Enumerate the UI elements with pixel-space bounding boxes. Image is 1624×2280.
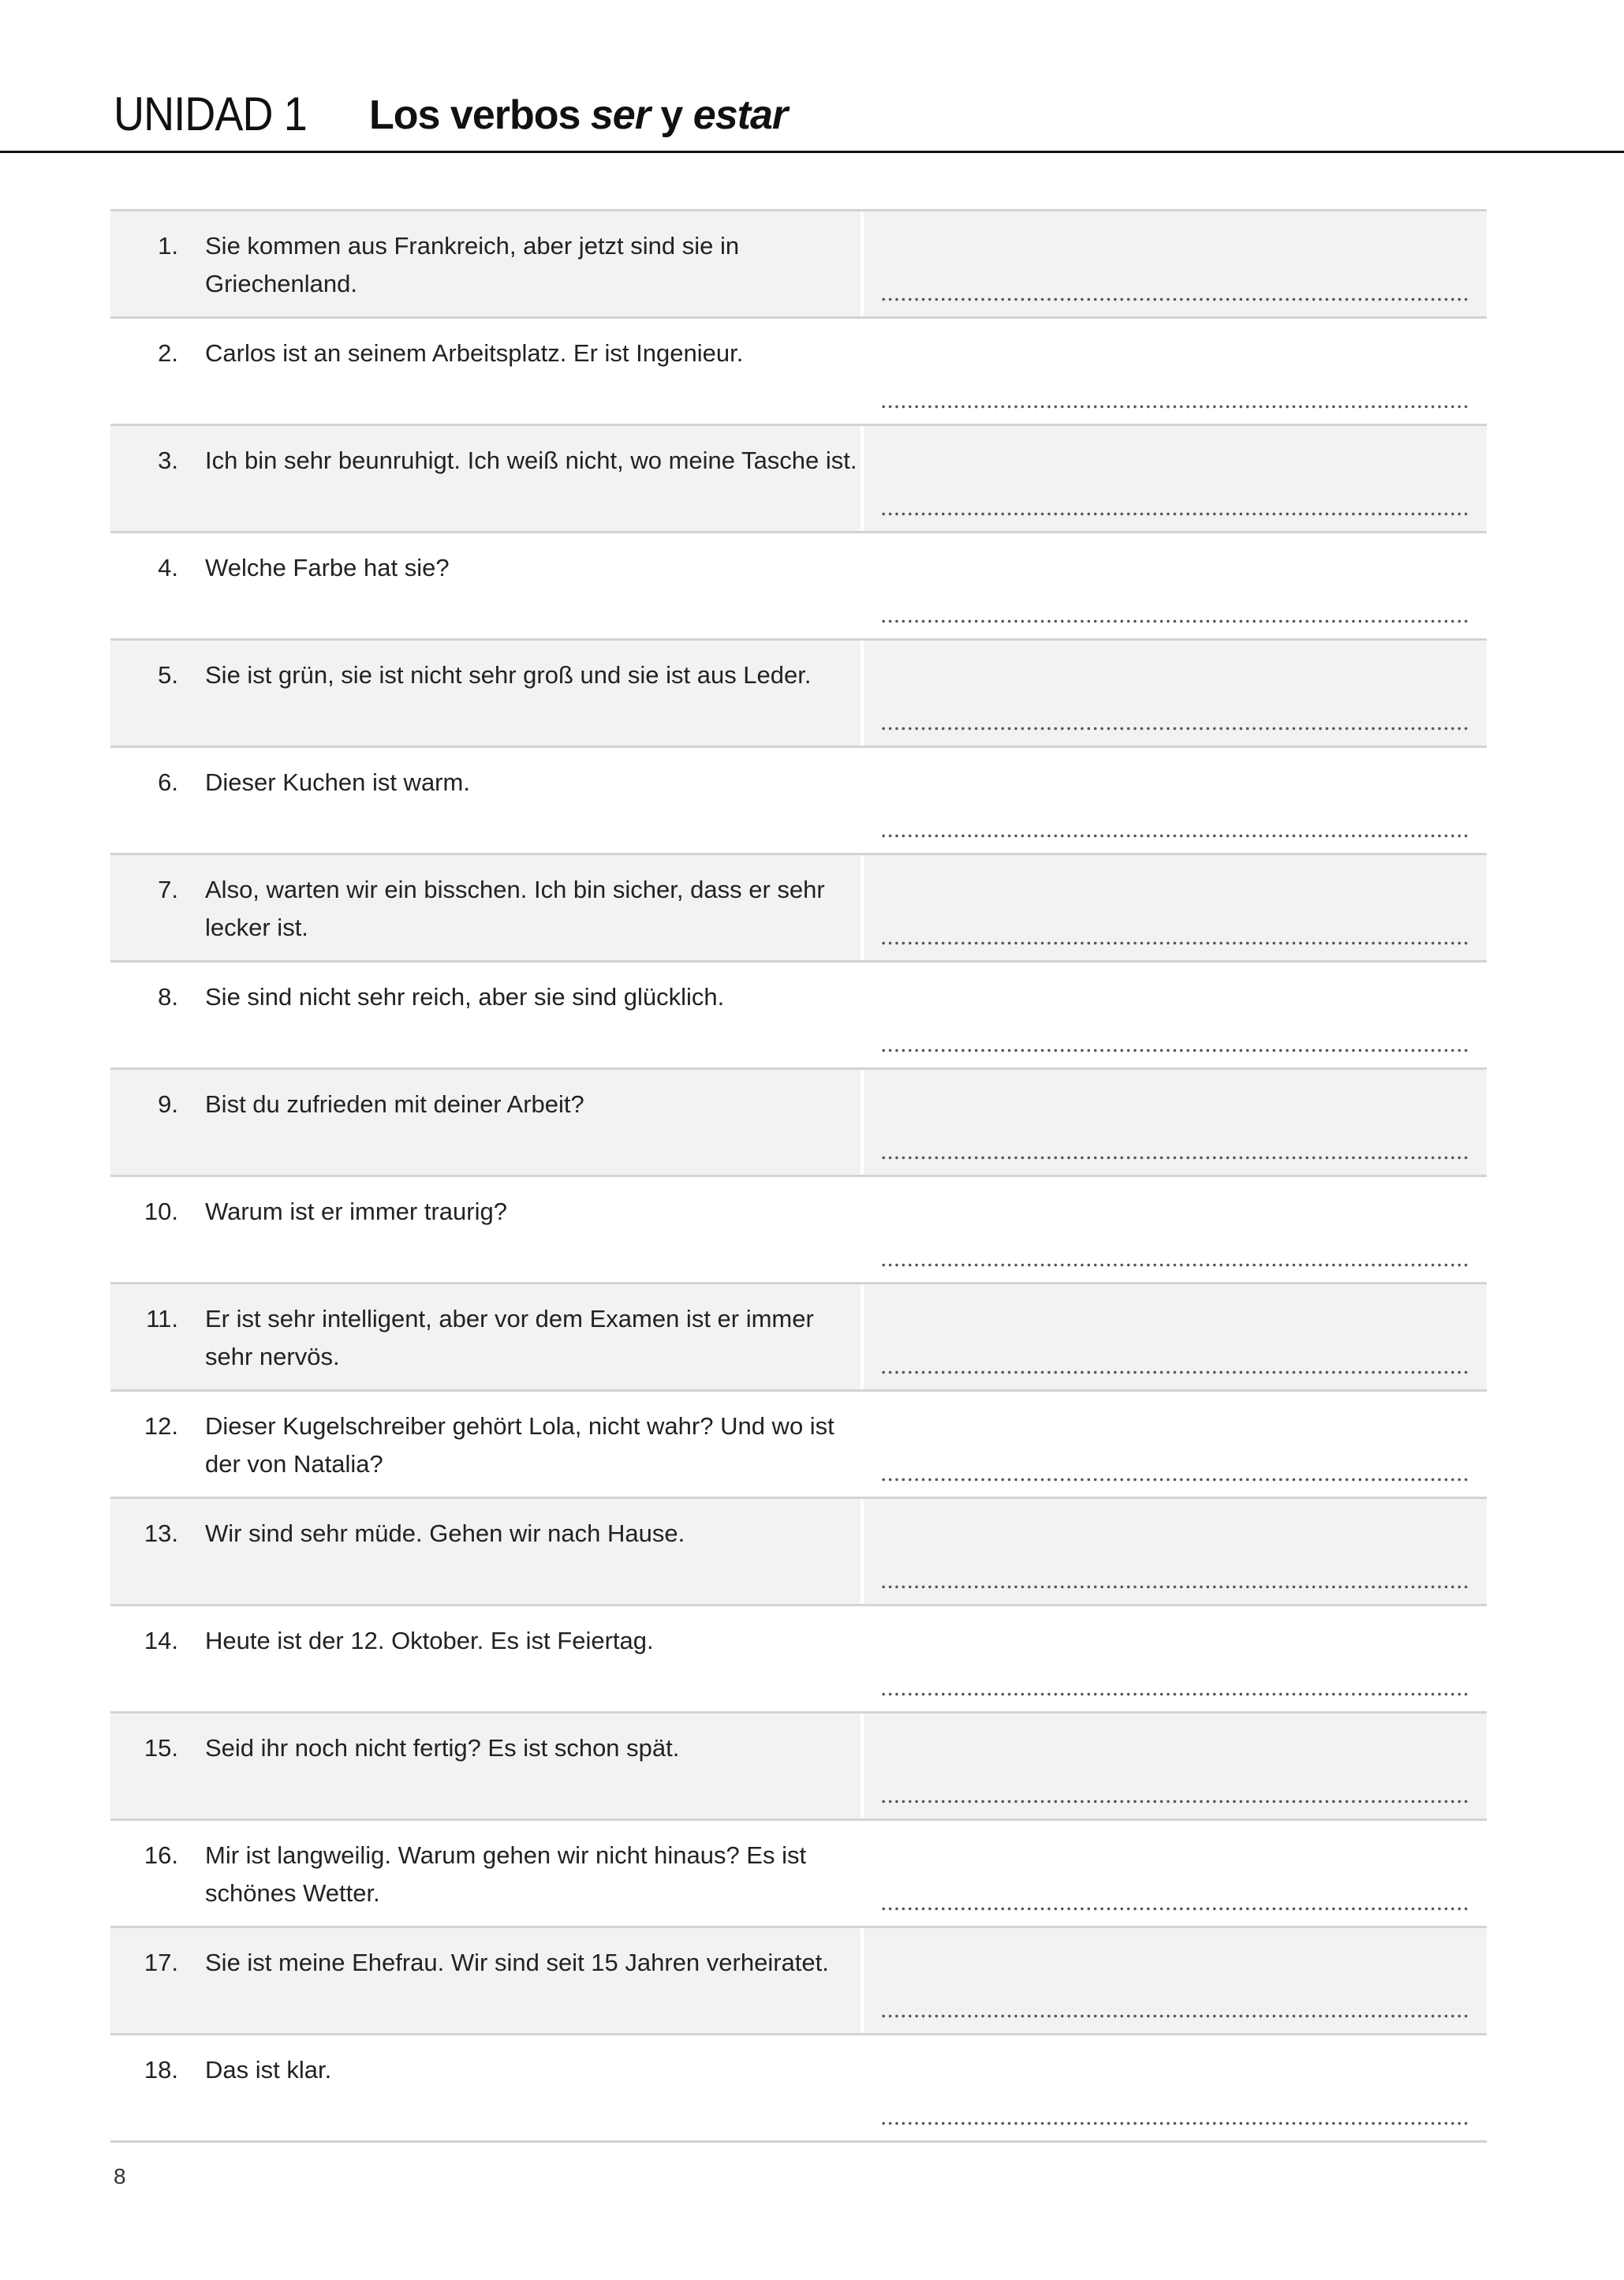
item-number: 12. <box>144 1412 178 1440</box>
answer-dotted-line[interactable] <box>880 941 1468 945</box>
sentence-cell <box>110 211 861 316</box>
item-number: 7. <box>158 876 178 903</box>
exercise-row <box>110 853 1487 960</box>
answer-cell[interactable] <box>864 1821 1487 1926</box>
sentence-text: Das ist klar. <box>205 2056 332 2084</box>
sentence-text: Seid ihr noch nicht fertig? Es ist schon spät. <box>205 1734 680 1762</box>
sentence-text: Sie ist meine Ehefrau. Wir sind seit 15 Jahren verheiratet. <box>205 1949 829 1976</box>
item-number: 14. <box>144 1627 178 1654</box>
exercise-row <box>110 1497 1487 1604</box>
exercise-row <box>110 2033 1487 2143</box>
sentence-text: Mir ist langweilig. Warum gehen wir nicht hinaus? Es ist schönes Wetter. <box>205 1841 807 1907</box>
item-number: 17. <box>144 1949 178 1976</box>
item-number: 8. <box>158 983 178 1011</box>
answer-dotted-line[interactable] <box>880 297 1468 301</box>
sentence-cell <box>110 2035 861 2140</box>
answer-cell[interactable] <box>864 426 1487 531</box>
answer-cell[interactable] <box>864 1284 1487 1389</box>
item-number: 18. <box>144 2056 178 2084</box>
sentence-cell <box>110 426 861 531</box>
answer-cell[interactable] <box>864 641 1487 746</box>
answer-cell[interactable] <box>864 748 1487 853</box>
exercise-row <box>110 1175 1487 1282</box>
sentence-cell <box>110 1928 861 2033</box>
answer-cell[interactable] <box>864 533 1487 638</box>
item-number: 11. <box>146 1305 178 1332</box>
exercise-row <box>110 638 1487 746</box>
item-number: 2. <box>158 339 178 367</box>
sentence-cell <box>110 748 861 853</box>
title-ser: ser <box>590 92 650 138</box>
sentence-text: Sie sind nicht sehr reich, aber sie sind glücklich. <box>205 983 725 1011</box>
sentence-cell <box>110 319 861 424</box>
item-number: 3. <box>158 447 178 474</box>
title-y: y <box>649 92 693 138</box>
answer-cell[interactable] <box>864 855 1487 960</box>
sentence-text: Wir sind sehr müde. Gehen wir nach Hause. <box>205 1519 685 1547</box>
item-number: 5. <box>158 661 178 689</box>
exercise-row <box>110 1818 1487 1926</box>
sentence-cell <box>110 1177 861 1282</box>
sentence-cell <box>110 641 861 746</box>
unit-title <box>369 92 787 139</box>
answer-dotted-line[interactable] <box>880 1370 1468 1374</box>
item-number: 6. <box>158 768 178 796</box>
answer-dotted-line[interactable] <box>880 1156 1468 1160</box>
answer-dotted-line[interactable] <box>880 405 1468 409</box>
exercise-table <box>110 209 1487 2143</box>
page-header <box>114 87 788 150</box>
exercise-row <box>110 746 1487 853</box>
answer-cell[interactable] <box>864 1714 1487 1818</box>
sentence-text: Bist du zufrieden mit deiner Arbeit? <box>205 1090 584 1118</box>
title-text: Los verbos <box>369 92 591 138</box>
answer-dotted-line[interactable] <box>880 1263 1468 1267</box>
sentence-text: Also, warten wir ein bisschen. Ich bin sicher, dass er sehr lecker ist. <box>205 876 825 941</box>
sentence-text: Sie ist grün, sie ist nicht sehr groß und sie ist aus Leder. <box>205 661 812 689</box>
answer-cell[interactable] <box>864 1392 1487 1497</box>
exercise-row <box>110 1282 1487 1389</box>
exercise-row <box>110 1711 1487 1818</box>
item-number: 16. <box>144 1841 178 1869</box>
answer-cell[interactable] <box>864 2035 1487 2140</box>
item-number: 13. <box>144 1519 178 1547</box>
answer-dotted-line[interactable] <box>880 1048 1468 1052</box>
sentence-cell <box>110 1606 861 1711</box>
sentence-text: Carlos ist an seinem Arbeitsplatz. Er ist Ingenieur. <box>205 339 744 367</box>
answer-dotted-line[interactable] <box>880 727 1468 731</box>
page-number: 8 <box>114 2164 126 2188</box>
sentence-text: Sie kommen aus Frankreich, aber jetzt sind sie in Griechenland. <box>205 232 740 297</box>
item-number: 4. <box>158 554 178 581</box>
exercise-row <box>110 1926 1487 2033</box>
answer-cell[interactable] <box>864 1606 1487 1711</box>
sentence-text: Ich bin sehr beunruhigt. Ich weiß nicht, wo meine Tasche ist. <box>205 447 857 474</box>
sentence-text: Er ist sehr intelligent, aber vor dem Examen ist er immer sehr nervös. <box>205 1305 814 1370</box>
sentence-text: Welche Farbe hat sie? <box>205 554 450 581</box>
sentence-cell <box>110 1070 861 1175</box>
answer-cell[interactable] <box>864 962 1487 1067</box>
exercise-row <box>110 424 1487 531</box>
sentence-cell <box>110 1714 861 1818</box>
sentence-cell <box>110 533 861 638</box>
item-number: 9. <box>158 1090 178 1118</box>
exercise-row <box>110 531 1487 638</box>
answer-dotted-line[interactable] <box>880 1907 1468 1911</box>
header-rule <box>0 151 1624 153</box>
exercise-row <box>110 960 1487 1067</box>
sentence-cell <box>110 1284 861 1389</box>
sentence-cell <box>110 1499 861 1604</box>
answer-dotted-line[interactable] <box>880 834 1468 838</box>
answer-dotted-line[interactable] <box>880 2121 1468 2125</box>
sentence-cell <box>110 962 861 1067</box>
sentence-text: Heute ist der 12. Oktober. Es ist Feiertag. <box>205 1627 654 1654</box>
item-number: 10. <box>144 1198 178 1225</box>
exercise-row <box>110 209 1487 316</box>
answer-cell[interactable] <box>864 1177 1487 1282</box>
sentence-cell <box>110 855 861 960</box>
exercise-row <box>110 316 1487 424</box>
answer-cell[interactable] <box>864 319 1487 424</box>
sentence-text: Dieser Kuchen ist warm. <box>205 768 470 796</box>
answer-dotted-line[interactable] <box>880 1478 1468 1482</box>
answer-cell[interactable] <box>864 1928 1487 2033</box>
sentence-cell <box>110 1392 861 1497</box>
sentence-text: Dieser Kugelschreiber gehört Lola, nicht wahr? Und wo ist der von Natalia? <box>205 1412 834 1478</box>
item-number: 15. <box>144 1734 178 1762</box>
answer-dotted-line[interactable] <box>880 1585 1468 1589</box>
exercise-row <box>110 1604 1487 1711</box>
answer-dotted-line[interactable] <box>880 1800 1468 1803</box>
answer-cell[interactable] <box>864 1499 1487 1604</box>
exercise-row <box>110 1067 1487 1175</box>
answer-dotted-line[interactable] <box>880 512 1468 516</box>
title-estar: estar <box>693 92 788 138</box>
sentence-text: Warum ist er immer traurig? <box>205 1198 507 1225</box>
sentence-cell <box>110 1821 861 1926</box>
answer-cell[interactable] <box>864 1070 1487 1175</box>
answer-cell[interactable] <box>864 211 1487 316</box>
answer-dotted-line[interactable] <box>880 1692 1468 1696</box>
unit-label: UNIDAD 1 <box>114 88 307 140</box>
answer-dotted-line[interactable] <box>880 619 1468 623</box>
exercise-row <box>110 1389 1487 1497</box>
item-number: 1. <box>158 232 178 260</box>
answer-dotted-line[interactable] <box>880 2014 1468 2018</box>
